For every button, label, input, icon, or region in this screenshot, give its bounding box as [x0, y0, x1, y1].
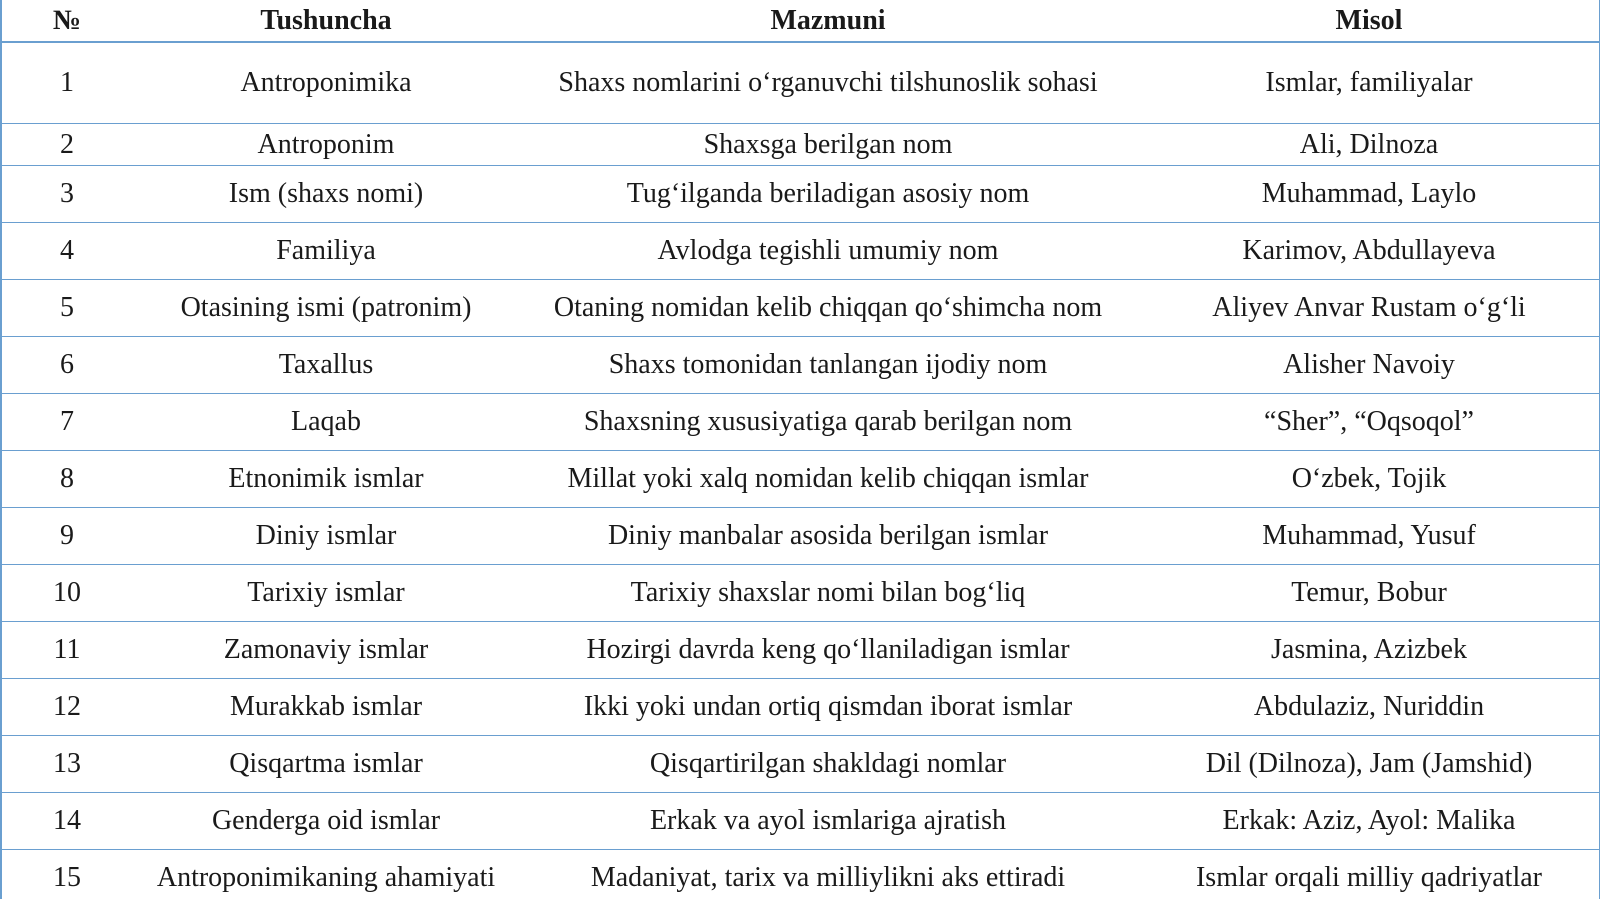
table-row [0, 280, 1600, 337]
table-row [0, 337, 1600, 394]
cell-number: 6 [0, 337, 134, 394]
cell-example: Karimov, Abdullayeva [1138, 223, 1600, 280]
cell-example: Muhammad, Yusuf [1138, 508, 1600, 565]
cell-number: 4 [0, 223, 134, 280]
cell-number: 14 [0, 793, 134, 850]
cell-example: Aliyev Anvar Rustam o‘g‘li [1138, 280, 1600, 337]
cell-example: Dil (Dilnoza), Jam (Jamshid) [1138, 736, 1600, 793]
cell-example: Ali, Dilnoza [1138, 124, 1600, 166]
cell-example: Ismlar orqali milliy qadriyatlar [1138, 850, 1600, 899]
cell-meaning: Shaxsga berilgan nom [518, 124, 1138, 166]
table-row [0, 622, 1600, 679]
table-row [0, 508, 1600, 565]
table-row [0, 679, 1600, 736]
cell-meaning: Erkak va ayol ismlariga ajratish [518, 793, 1138, 850]
table-row [0, 451, 1600, 508]
cell-meaning: Qisqartirilgan shakldagi nomlar [518, 736, 1138, 793]
cell-example: “Sher”, “Oqsoqol” [1138, 394, 1600, 451]
cell-number: 8 [0, 451, 134, 508]
table-row [0, 793, 1600, 850]
cell-number: 13 [0, 736, 134, 793]
cell-number: 1 [0, 42, 134, 124]
cell-number: 7 [0, 394, 134, 451]
cell-example: Alisher Navoiy [1138, 337, 1600, 394]
cell-term: Diniy ismlar [134, 508, 518, 565]
cell-meaning: Tarixiy shaxslar nomi bilan bog‘liq [518, 565, 1138, 622]
header-meaning: Mazmuni [518, 0, 1138, 42]
cell-meaning: Ikki yoki undan ortiq qismdan iborat ismlar [518, 679, 1138, 736]
cell-term: Laqab [134, 394, 518, 451]
cell-meaning: Shaxsning xususiyatiga qarab berilgan nom [518, 394, 1138, 451]
table-row [0, 223, 1600, 280]
cell-example: Erkak: Aziz, Ayol: Malika [1138, 793, 1600, 850]
cell-example: O‘zbek, Tojik [1138, 451, 1600, 508]
cell-term: Antroponimika [134, 42, 518, 124]
cell-number: 5 [0, 280, 134, 337]
cell-number: 9 [0, 508, 134, 565]
table-row [0, 850, 1600, 899]
cell-example: Muhammad, Laylo [1138, 166, 1600, 223]
table-header-row [0, 0, 1600, 42]
cell-meaning: Avlodga tegishli umumiy nom [518, 223, 1138, 280]
cell-term: Antroponimikaning ahamiyati [134, 850, 518, 899]
table-left-border [0, 0, 2, 899]
cell-meaning: Madaniyat, tarix va milliylikni aks ettiradi [518, 850, 1138, 899]
cell-term: Etnonimik ismlar [134, 451, 518, 508]
cell-meaning: Shaxs tomonidan tanlangan ijodiy nom [518, 337, 1138, 394]
cell-term: Zamonaviy ismlar [134, 622, 518, 679]
cell-number: 2 [0, 124, 134, 166]
table-row [0, 394, 1600, 451]
header-term: Tushuncha [134, 0, 518, 42]
cell-example: Jasmina, Azizbek [1138, 622, 1600, 679]
cell-term: Ism (shaxs nomi) [134, 166, 518, 223]
cell-term: Murakkab ismlar [134, 679, 518, 736]
cell-meaning: Otaning nomidan kelib chiqqan qo‘shimcha nom [518, 280, 1138, 337]
cell-term: Qisqartma ismlar [134, 736, 518, 793]
cell-meaning: Diniy manbalar asosida berilgan ismlar [518, 508, 1138, 565]
table-row [0, 42, 1600, 124]
header-number: № [0, 0, 134, 42]
table-row [0, 565, 1600, 622]
cell-term: Tarixiy ismlar [134, 565, 518, 622]
cell-number: 12 [0, 679, 134, 736]
cell-term: Taxallus [134, 337, 518, 394]
cell-meaning: Tug‘ilganda beriladigan asosiy nom [518, 166, 1138, 223]
table-row [0, 736, 1600, 793]
cell-number: 15 [0, 850, 134, 899]
cell-meaning: Millat yoki xalq nomidan kelib chiqqan ismlar [518, 451, 1138, 508]
cell-number: 3 [0, 166, 134, 223]
cell-term: Familiya [134, 223, 518, 280]
cell-meaning: Hozirgi davrda keng qo‘llaniladigan ismlar [518, 622, 1138, 679]
cell-example: Abdulaziz, Nuriddin [1138, 679, 1600, 736]
cell-term: Antroponim [134, 124, 518, 166]
header-example: Misol [1138, 0, 1600, 42]
cell-example: Temur, Bobur [1138, 565, 1600, 622]
table-row [0, 124, 1600, 166]
cell-term: Genderga oid ismlar [134, 793, 518, 850]
cell-number: 11 [0, 622, 134, 679]
table-row [0, 166, 1600, 223]
cell-number: 10 [0, 565, 134, 622]
cell-term: Otasining ismi (patronim) [134, 280, 518, 337]
cell-example: Ismlar, familiyalar [1138, 42, 1600, 124]
cell-meaning: Shaxs nomlarini o‘rganuvchi tilshunoslik sohasi [518, 42, 1138, 124]
